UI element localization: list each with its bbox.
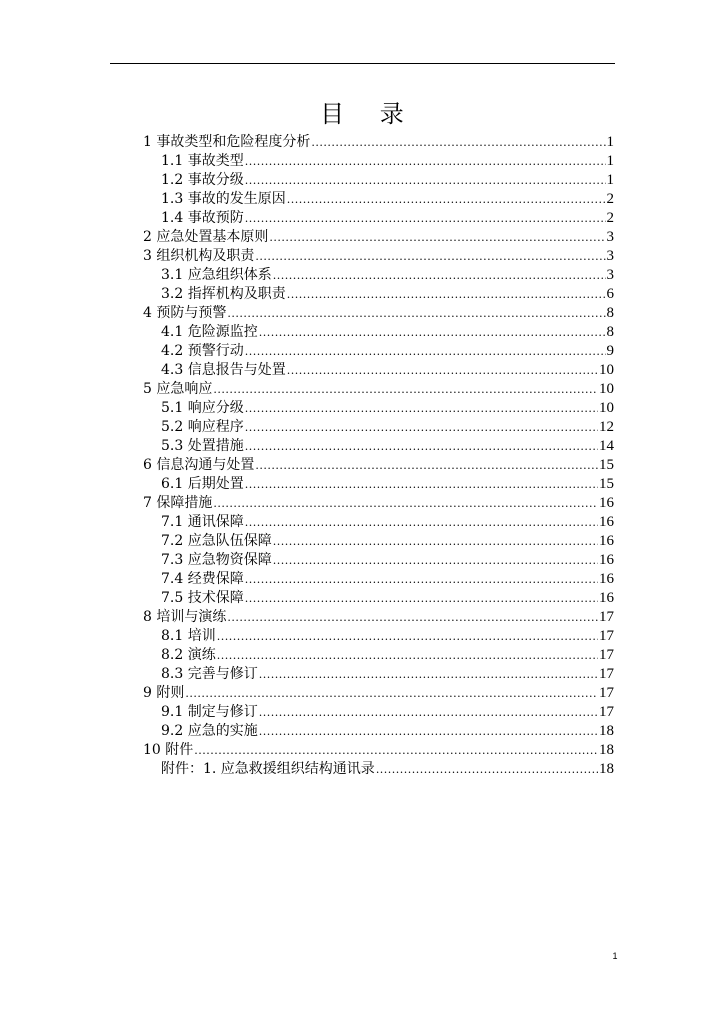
- toc-entry-page: 3: [606, 229, 614, 245]
- toc-entry[interactable]: [143, 323, 614, 342]
- toc-entry-title: 10 附件: [143, 742, 194, 758]
- toc-entry[interactable]: [143, 209, 614, 228]
- toc-entry-title: 3.2 指挥机构及职责: [161, 286, 286, 302]
- toc-entry[interactable]: [143, 152, 614, 171]
- toc-dot-leader: [227, 608, 598, 627]
- toc-dot-leader: [287, 361, 598, 380]
- toc-dot-leader: [287, 285, 606, 304]
- toc-entry[interactable]: [143, 380, 614, 399]
- toc-entry-title: 6 信息沟通与处置: [143, 457, 255, 473]
- toc-dot-leader: [227, 304, 605, 323]
- toc-entry-page: 17: [599, 647, 614, 663]
- toc-entry[interactable]: [143, 190, 614, 209]
- toc-entry-title: 7.4 经费保障: [161, 571, 244, 587]
- toc-entry-page: 2: [606, 210, 614, 226]
- toc-entry-page: 18: [599, 723, 614, 739]
- toc-dot-leader: [245, 152, 606, 171]
- toc-entry[interactable]: [143, 532, 614, 551]
- toc-dot-leader: [259, 703, 598, 722]
- toc-entry[interactable]: [143, 266, 614, 285]
- footer-page-number: 1: [612, 951, 618, 961]
- toc-entry[interactable]: [143, 703, 614, 722]
- toc-entry[interactable]: [143, 285, 614, 304]
- toc-entry-page: 16: [599, 590, 614, 606]
- toc-entry-title: 3.1 应急组织体系: [161, 267, 272, 283]
- toc-entry[interactable]: [143, 627, 614, 646]
- toc-dot-leader: [311, 133, 605, 152]
- toc-entry-page: 8: [606, 324, 614, 340]
- toc-entry-page: 15: [599, 476, 614, 492]
- toc-entry-page: 8: [606, 305, 614, 321]
- toc-entry-page: 16: [599, 571, 614, 587]
- toc-entry-page: 18: [599, 742, 614, 758]
- toc-entry[interactable]: [143, 171, 614, 190]
- toc-entry-title: 4.2 预警行动: [161, 343, 244, 359]
- toc-entry-title: 4.3 信息报告与处置: [161, 362, 286, 378]
- toc-dot-leader: [245, 570, 598, 589]
- toc-entry-page: 10: [599, 362, 614, 378]
- toc-dot-leader: [273, 266, 606, 285]
- toc-dot-leader: [287, 190, 606, 209]
- toc-entry-title: 7 保障措施: [143, 495, 213, 511]
- toc-entry-title: 6.1 后期处置: [161, 476, 244, 492]
- toc-dot-leader: [213, 494, 598, 513]
- toc-entry-title: 1.3 事故的发生原因: [161, 191, 286, 207]
- toc-entry[interactable]: [143, 589, 614, 608]
- toc-entry-title: 1 事故类型和危险程度分析: [143, 134, 311, 150]
- toc-entry-title: 8.3 完善与修订: [161, 666, 258, 682]
- toc-entry-title: 7.3 应急物资保障: [161, 552, 272, 568]
- toc-dot-leader: [185, 684, 598, 703]
- toc-entry-page: 16: [599, 514, 614, 530]
- toc-dot-leader: [255, 456, 598, 475]
- toc-dot-leader: [273, 532, 598, 551]
- toc-entry-page: 18: [599, 761, 614, 777]
- toc-entry-title: 1.2 事故分级: [161, 172, 244, 188]
- toc-entry-page: 3: [606, 248, 614, 264]
- toc-dot-leader: [259, 665, 598, 684]
- toc-dot-leader: [217, 646, 598, 665]
- toc-dot-leader: [245, 342, 606, 361]
- toc-dot-leader: [273, 551, 598, 570]
- toc-entry-title: 7.2 应急队伍保障: [161, 533, 272, 549]
- toc-dot-leader: [269, 228, 605, 247]
- toc-entry-title: 1.1 事故类型: [161, 153, 244, 169]
- toc-entry-title: 4.1 危险源监控: [161, 324, 258, 340]
- toc-entry-page: 1: [606, 153, 614, 169]
- toc-entry-page: 1: [606, 134, 614, 150]
- toc-entry-title: 5.2 响应程序: [161, 419, 244, 435]
- toc-entry-title: 9.2 应急的实施: [161, 723, 258, 739]
- toc-entry[interactable]: [143, 361, 614, 380]
- toc-entry-title: 7.1 通讯保障: [161, 514, 244, 530]
- toc-entry-title: 附件：1. 应急救援组织结构通讯录: [161, 761, 375, 777]
- toc-entry-page: 1: [606, 172, 614, 188]
- page-title: 目 录: [320, 100, 418, 128]
- header-rule: [110, 63, 615, 64]
- toc-entry[interactable]: [143, 551, 614, 570]
- toc-entry-title: 5 应急响应: [143, 381, 213, 397]
- toc-entry[interactable]: [143, 608, 614, 627]
- toc-entry[interactable]: [143, 494, 614, 513]
- toc-dot-leader: [245, 399, 598, 418]
- toc-entry-page: 16: [599, 552, 614, 568]
- toc-entry-title: 1.4 事故预防: [161, 210, 244, 226]
- toc-entry-page: 2: [606, 191, 614, 207]
- toc-dot-leader: [376, 760, 598, 779]
- toc-entry[interactable]: [143, 513, 614, 532]
- toc-entry-page: 12: [599, 419, 614, 435]
- toc-entry[interactable]: [143, 304, 614, 323]
- toc-dot-leader: [245, 513, 598, 532]
- toc-entry-title: 8.1 培训: [161, 628, 216, 644]
- toc-entry-page: 3: [606, 267, 614, 283]
- toc-entry[interactable]: [143, 133, 614, 152]
- toc-entry-title: 9 附则: [143, 685, 185, 701]
- toc-dot-leader: [255, 247, 605, 266]
- toc-entry[interactable]: [143, 418, 614, 437]
- toc-entry[interactable]: [143, 684, 614, 703]
- toc-entry-title: 8 培训与演练: [143, 609, 227, 625]
- toc-entry[interactable]: [143, 342, 614, 361]
- toc-entry-title: 7.5 技术保障: [161, 590, 244, 606]
- toc-entry-page: 10: [599, 400, 614, 416]
- toc-entry-page: 16: [599, 533, 614, 549]
- toc-entry[interactable]: [143, 646, 614, 665]
- toc-dot-leader: [245, 437, 598, 456]
- toc-entry[interactable]: [143, 228, 614, 247]
- toc-entry-title: 5.1 响应分级: [161, 400, 244, 416]
- toc-entry-page: 17: [599, 685, 614, 701]
- toc-entry-page: 17: [599, 628, 614, 644]
- toc-dot-leader: [245, 418, 598, 437]
- toc-entry[interactable]: [143, 760, 614, 779]
- toc-dot-leader: [217, 627, 598, 646]
- toc-entry-title: 3 组织机构及职责: [143, 248, 255, 264]
- toc-entry-title: 5.3 处置措施: [161, 438, 244, 454]
- toc-entry[interactable]: [143, 437, 614, 456]
- toc-entry-page: 17: [599, 666, 614, 682]
- toc-entry-title: 8.2 演练: [161, 647, 216, 663]
- toc-entry-title: 9.1 制定与修订: [161, 704, 258, 720]
- toc-entry-page: 17: [599, 704, 614, 720]
- toc-entry-page: 17: [599, 609, 614, 625]
- toc-dot-leader: [245, 475, 598, 494]
- toc-entry-page: 16: [599, 495, 614, 511]
- table-of-contents: [143, 133, 614, 779]
- toc-entry[interactable]: [143, 741, 614, 760]
- toc-entry-title: 4 预防与预警: [143, 305, 227, 321]
- toc-dot-leader: [259, 323, 606, 342]
- toc-entry-page: 9: [606, 343, 614, 359]
- toc-entry[interactable]: [143, 722, 614, 741]
- toc-dot-leader: [245, 589, 598, 608]
- toc-dot-leader: [245, 209, 606, 228]
- toc-entry-page: 15: [599, 457, 614, 473]
- toc-dot-leader: [245, 171, 606, 190]
- toc-entry[interactable]: [143, 665, 614, 684]
- toc-dot-leader: [213, 380, 598, 399]
- toc-entry-page: 10: [599, 381, 614, 397]
- toc-entry-title: 2 应急处置基本原则: [143, 229, 269, 245]
- toc-dot-leader: [259, 722, 598, 741]
- toc-entry[interactable]: [143, 456, 614, 475]
- toc-entry-page: 14: [599, 438, 614, 454]
- toc-entry-page: 6: [606, 286, 614, 302]
- toc-entry[interactable]: [143, 399, 614, 418]
- toc-dot-leader: [194, 741, 598, 760]
- toc-entry[interactable]: [143, 475, 614, 494]
- toc-entry[interactable]: [143, 247, 614, 266]
- toc-entry[interactable]: [143, 570, 614, 589]
